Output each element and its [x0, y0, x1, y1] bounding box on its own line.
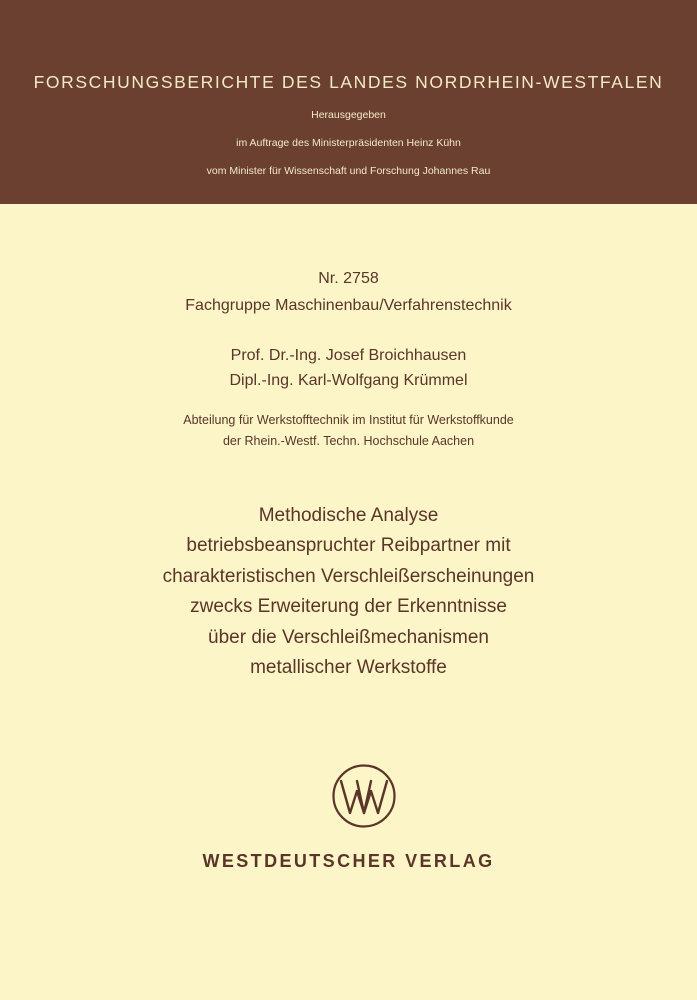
title-line-6: metallischer Werkstoffe	[250, 657, 447, 678]
fachgruppe: Fachgruppe Maschinenbau/Verfahrenstechnik	[185, 297, 512, 314]
series-title: FORSCHUNGSBERICHTE DES LANDES NORDRHEIN-WESTFALEN	[33, 72, 664, 92]
title-line-4: zwecks Erweiterung der Erkenntnisse	[190, 596, 507, 617]
institution-line-1: Abteilung für Werkstofftechnik im Institut für Werkstoffkunde	[183, 413, 514, 427]
title-line-3: charakteristischen Verschleißerscheinungen	[162, 566, 535, 587]
title-line-1: Methodische Analyse	[258, 505, 439, 526]
series-header-band	[0, 0, 697, 204]
publisher-name: WESTDEUTSCHER VERLAG	[202, 851, 495, 871]
editor-line-2: im Auftrage des Ministerpräsidenten Heinz Kühn	[236, 137, 461, 149]
title-line-2: betriebsbeanspruchter Reibpartner mit	[186, 535, 511, 556]
editor-line-3: vom Minister für Wissenschaft und Forschung Johannes Rau	[206, 165, 491, 177]
editor-line-1: Herausgegeben	[311, 109, 386, 121]
author-2: Dipl.-Ing. Karl-Wolfgang Krümmel	[229, 372, 468, 389]
report-number: Nr. 2758	[318, 270, 379, 287]
institution-line-2: der Rhein.-Westf. Techn. Hochschule Aachen	[222, 434, 475, 448]
title-line-5: über die Verschleißmechanismen	[208, 627, 489, 648]
double-w-circle-icon	[331, 763, 397, 829]
author-1: Prof. Dr.-Ing. Josef Broichhausen	[230, 347, 467, 364]
